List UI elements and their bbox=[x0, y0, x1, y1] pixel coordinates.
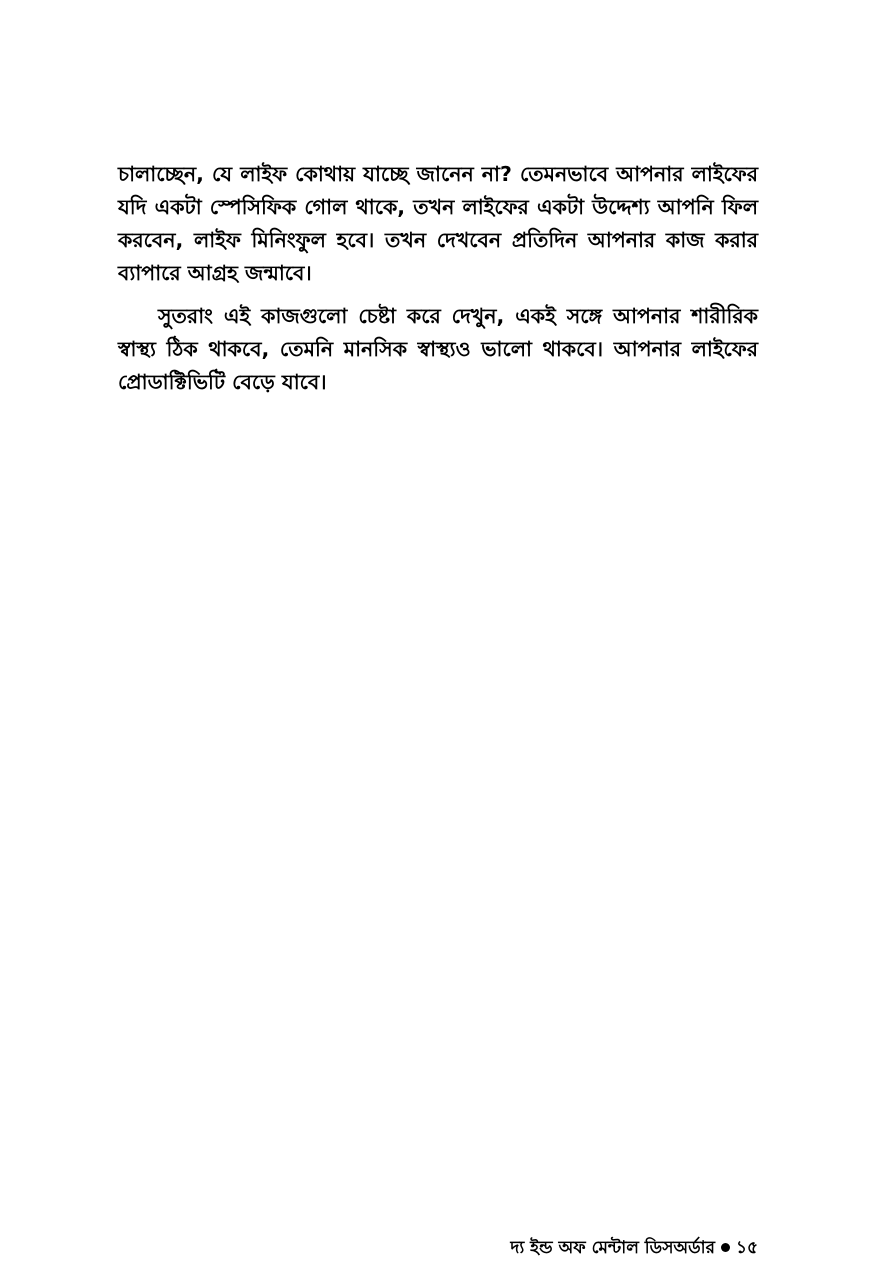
body-text bbox=[118, 158, 758, 409]
page-number: ১৫ bbox=[735, 1238, 758, 1258]
paragraph-conclusion: সুতরাং এই কাজগুলো চেষ্টা করে দেখুন, একই সঙ্গে আপনার শারীরিক স্বাস্থ্য ঠিক থাকবে, তেমনি মানসিক স্বাস্থ্যও ভালো থাকবে। আপনার লাইফের প্রোডাক্টিভিটি বেড়ে যাবে। bbox=[118, 304, 758, 394]
bullet-separator-icon bbox=[721, 1243, 730, 1252]
footer-book-title: দ্য ইন্ড অফ মেন্টাল ডিসঅর্ডার bbox=[510, 1238, 715, 1258]
paragraph-continuation: চালাচ্ছেন, যে লাইফ কোথায় যাচ্ছে জানেন না? তেমনভাবে আপনার লাইফের যদি একটা স্পেসিফিক গোল থাকে, তখন লাইফের একটা উদ্দেশ্য আপনি ফিল করবেন, লাইফ মিনিংফুল হবে। তখন দেখবেন প্রতিদিন আপনার কাজ করার ব্যাপারে আগ্রহ জন্মাবে। bbox=[118, 162, 758, 285]
running-footer bbox=[510, 1236, 758, 1260]
